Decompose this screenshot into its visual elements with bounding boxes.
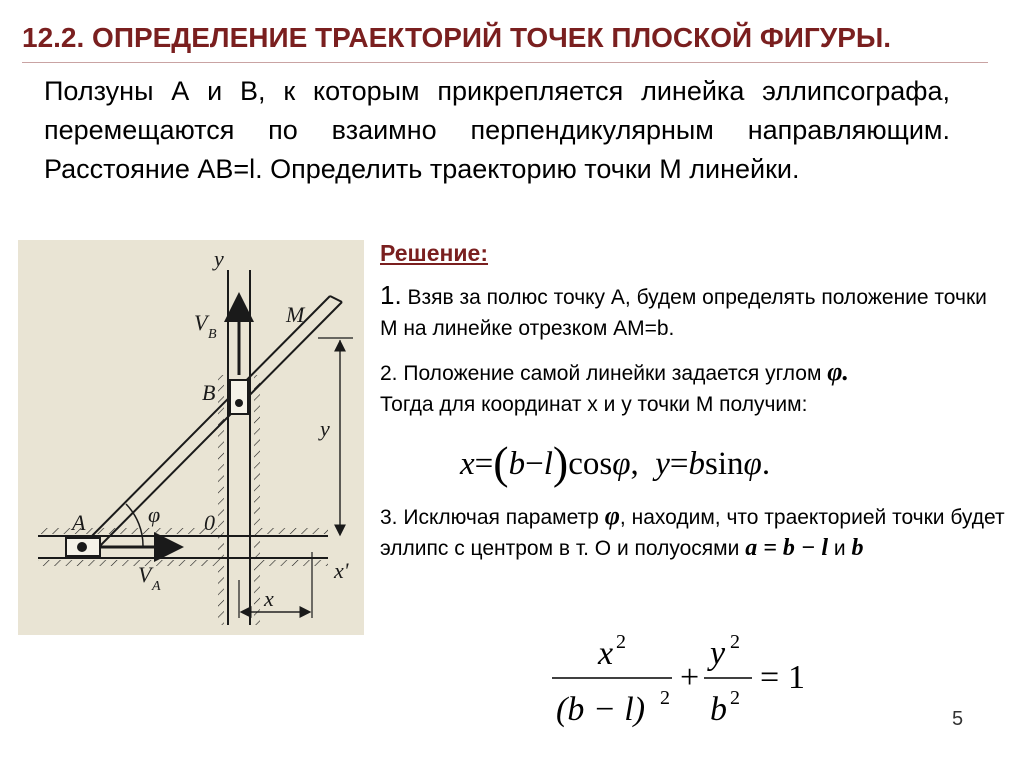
velocity-b-label: V	[194, 310, 208, 335]
paren-close: )	[552, 437, 569, 488]
formula-b-2: b	[688, 446, 706, 482]
point-a-label: A	[72, 510, 86, 535]
formula-b: b	[508, 446, 526, 482]
step-3-text-2: , находим, что траекторией точки будет эллипс с центром в т. О и полуосями	[380, 506, 1005, 560]
solution-step-3	[380, 500, 1010, 564]
velocity-b-subscript: B	[208, 327, 217, 342]
solution-step-2	[380, 356, 1010, 420]
ellipse-plus: +	[680, 659, 700, 696]
formula-comma: ,	[630, 446, 639, 482]
page-number: 5	[952, 708, 964, 730]
point-m-label: M	[286, 302, 305, 327]
ellipse-sup-3: 2	[730, 631, 740, 653]
step-3-phi: φ	[604, 501, 620, 530]
axis-x-label: x'	[334, 558, 349, 583]
angle-phi-label: φ	[148, 502, 161, 527]
solution-heading: Решение:	[380, 240, 489, 266]
formula-sin: sin	[705, 446, 744, 482]
coordinate-formula	[460, 437, 940, 488]
point-b-label: B	[202, 380, 216, 405]
origin-o-label: 0	[204, 510, 215, 535]
ellipse-rhs: 1	[788, 659, 805, 696]
dimension-x-label: x	[264, 586, 274, 611]
velocity-a-label: V	[138, 562, 152, 587]
paren-open: (	[493, 437, 509, 488]
slider-b	[230, 380, 248, 414]
step-2-text-2: Тогда для координат x и y точки М получим:	[380, 393, 808, 416]
problem-statement: Ползуны А и В, к которым прикрепляется линейка эллипсографа, перемещаются по взаимно перпендикулярным направляющим. Расстояние АВ=l. Определить траекторию точки М линейки.	[44, 76, 950, 184]
velocity-a-subscript: A	[152, 579, 161, 594]
step-2-text: 2. Положение самой линейки задается углом	[380, 362, 828, 385]
formula-y: y	[655, 446, 670, 482]
formula-cos: cos	[568, 446, 613, 482]
formula-x: x	[460, 446, 475, 482]
formula-minus: −	[525, 446, 544, 482]
ellipse-sup-4: 2	[730, 687, 740, 709]
ellipse-eq: =	[760, 659, 780, 696]
formula-eq-2: =	[669, 446, 689, 482]
title-divider	[22, 62, 988, 63]
step-3-semi-axis-a: a = b − l	[745, 535, 829, 561]
formula-phi-2: φ	[743, 446, 762, 482]
solution-step-1	[380, 280, 1010, 344]
pin-a	[77, 542, 87, 552]
step-3-semi-axis-b: b	[851, 535, 864, 561]
ellipse-num-y: y	[710, 635, 726, 672]
step-1-number: 1.	[380, 280, 402, 310]
formula-dot: .	[761, 446, 771, 482]
step-1-text: Взяв за полюс точку А, будем определять положение точки М на линейке отрезком АМ=b.	[380, 286, 987, 340]
formula-l: l	[543, 446, 553, 482]
step-3-and: и	[828, 537, 852, 560]
ellipse-sup-2: 2	[660, 687, 670, 709]
ellipsograph-figure	[18, 240, 364, 635]
ellipse-den-1: (b − l)	[556, 691, 646, 728]
ellipse-equation-svg	[548, 628, 828, 738]
ellipse-den-2: b	[710, 691, 727, 728]
step-3-text: 3. Исключая параметр	[380, 506, 605, 529]
formula-eq-1: =	[474, 446, 494, 482]
ellipse-num-x: x	[598, 635, 614, 672]
ellipse-equation	[548, 628, 828, 738]
ellipsograph-diagram	[18, 240, 364, 635]
ellipse-sup-1: 2	[616, 631, 626, 653]
pin-b	[235, 399, 243, 407]
formula-phi-1: φ	[612, 446, 631, 482]
axis-y-label: y	[214, 246, 224, 271]
slide-title: 12.2. ОПРЕДЕЛЕНИЕ ТРАЕКТОРИЙ ТОЧЕК ПЛОСКОЙ ФИГУРЫ.	[22, 22, 892, 53]
step-2-phi: φ.	[827, 357, 849, 386]
dimension-y-label: y	[320, 416, 330, 441]
